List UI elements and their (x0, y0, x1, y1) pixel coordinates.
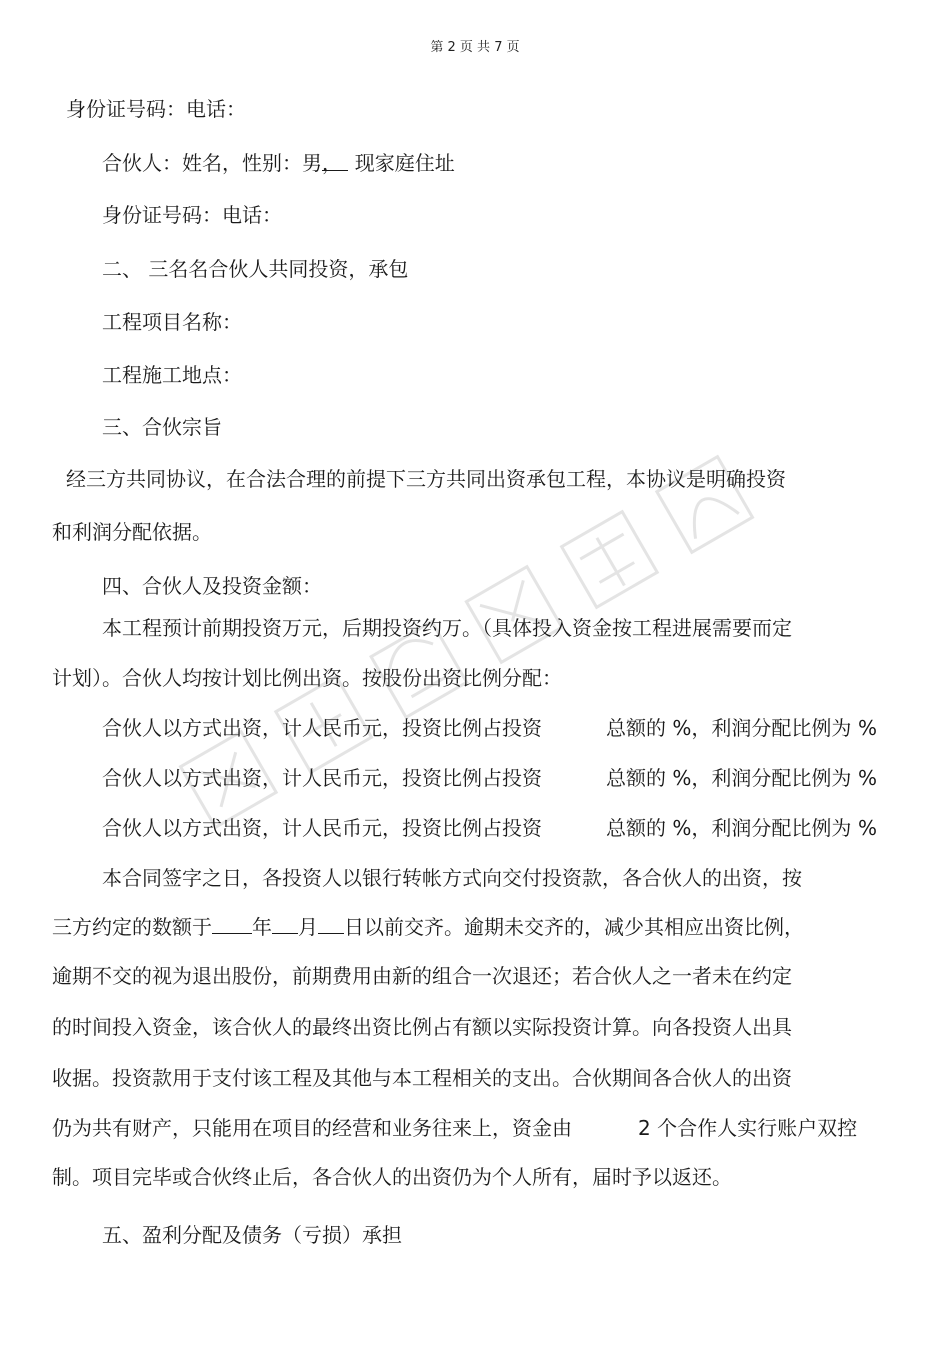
day-blank (318, 913, 344, 934)
investment-paragraph-line-1: 本工程预计前期投资万元，后期投资约万。（具体投入资金按工程进展需要而定 (102, 616, 792, 640)
partner-row-3-percent: % (858, 816, 878, 840)
partner-row-1-text: 合伙人以方式出资，计人民币元，投资比例占投资 (102, 716, 542, 740)
partner-row-3-ratio: 总额的 %，利润分配比例为 (606, 816, 852, 840)
id-phone-line-1: 身份证号码：电话： (66, 97, 246, 121)
partner-row-1-percent: % (858, 716, 878, 740)
page-header: 第 2 页 共 7 页 (430, 40, 520, 55)
project-location-label: 工程施工地点： (102, 363, 242, 387)
gender-underline-blank (322, 150, 348, 175)
payment-paragraph-line-3: 逾期不交的视为退出股份，前期费用由新的组合一次退还；若合伙人之一者未在约定 (52, 964, 792, 988)
year-blank (212, 913, 252, 934)
section-two-heading: 二、 三名名合伙人共同投资，承包 (102, 257, 409, 281)
partner-row-2-ratio: 总额的 %，利润分配比例为 (606, 766, 852, 790)
project-name-label: 工程项目名称： (102, 310, 242, 334)
deadline-suffix: 日以前交齐。逾期未交齐的，减少其相应出资比例， (344, 915, 804, 939)
partner-info-line (102, 150, 455, 176)
payment-paragraph-line-6a: 仍为共有财产，只能用在项目的经营和业务往来上，资金由 (52, 1116, 572, 1140)
deadline-prefix: 三方约定的数额于 (52, 915, 212, 939)
section-four-heading: 四、合伙人及投资金额： (102, 574, 322, 598)
year-label: 年 (252, 915, 272, 939)
payment-paragraph-line-7: 制。项目完毕或合伙终止后，各合伙人的出资仍为个人所有，届时予以返还。 (52, 1165, 732, 1189)
id-phone-line-2: 身份证号码：电话： (102, 203, 282, 227)
investment-paragraph-line-2: 计划）。合伙人均按计划比例出资。按股份出资比例分配： (52, 666, 562, 690)
section-five-heading: 五、盈利分配及债务（亏损）承担 (102, 1223, 402, 1247)
purpose-paragraph-line-2: 和利润分配依据。 (52, 520, 212, 544)
payment-paragraph-line-6b: 2 个合作人实行账户双控 (638, 1116, 858, 1140)
payment-paragraph-line-4: 的时间投入资金，该合伙人的最终出资比例占有额以实际投资计算。向各投资人出具 (52, 1015, 792, 1039)
comma-mark: ， (322, 151, 342, 175)
partner-row-3-text: 合伙人以方式出资，计人民币元，投资比例占投资 (102, 816, 542, 840)
payment-paragraph-line-5: 收据。投资款用于支付该工程及其他与本工程相关的支出。合伙期间各合伙人的出资 (52, 1066, 792, 1090)
payment-paragraph-line-1: 本合同签字之日，各投资人以银行转帐方式向交付投资款，各合伙人的出资，按 (102, 866, 802, 890)
address-label: 现家庭住址 (348, 151, 455, 175)
partner-row-1-ratio: 总额的 %，利润分配比例为 (606, 716, 852, 740)
partner-row-2-percent: % (858, 766, 878, 790)
payment-paragraph-line-2 (52, 913, 804, 940)
partner-row-2-text: 合伙人以方式出资，计人民币元，投资比例占投资 (102, 766, 542, 790)
month-label: 月 (298, 915, 318, 939)
partner-name-gender: 合伙人：姓名，性别：男 (102, 151, 322, 175)
month-blank (272, 913, 298, 934)
section-three-heading: 三、合伙宗旨 (102, 415, 222, 439)
purpose-paragraph-line-1: 经三方共同协议，在合法合理的前提下三方共同出资承包工程，本协议是明确投资 (66, 467, 786, 491)
